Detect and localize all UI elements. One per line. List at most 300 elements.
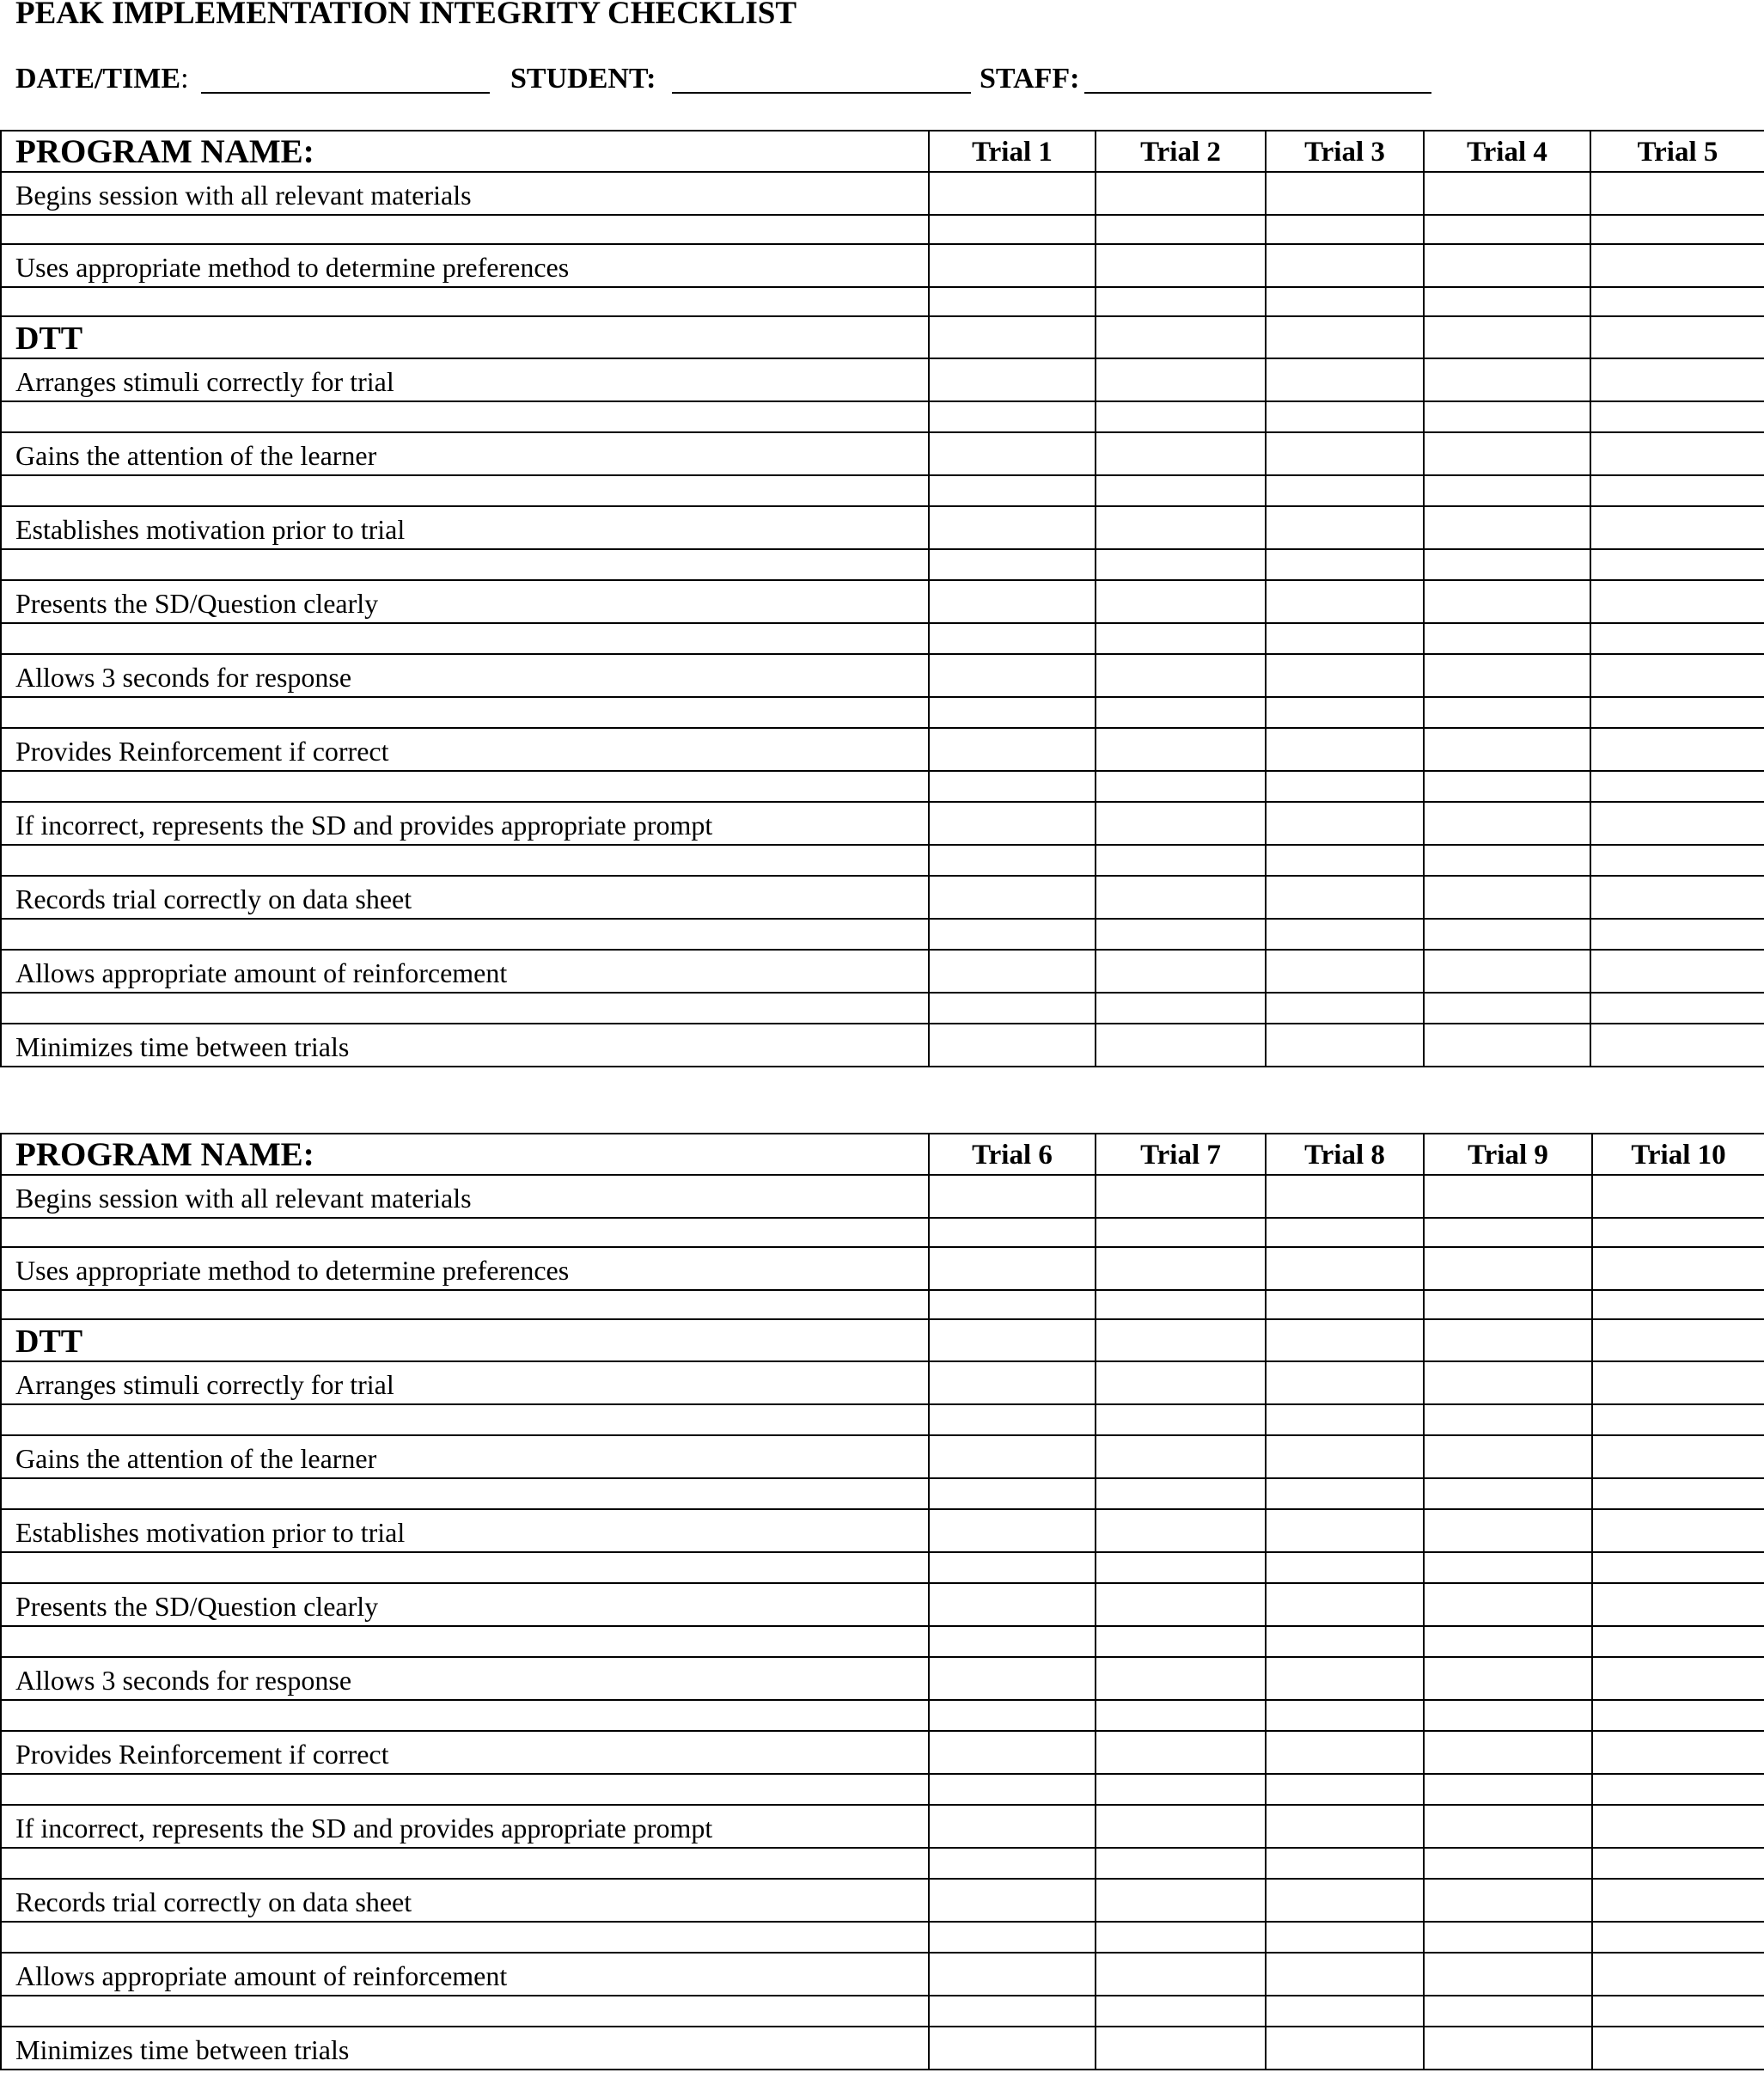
trial-cell[interactable] <box>929 654 1096 697</box>
trial-cell[interactable] <box>1424 1731 1592 1774</box>
trial-cell[interactable] <box>1424 1700 1592 1731</box>
trial-cell[interactable] <box>1592 1247 1764 1290</box>
trial-cell[interactable] <box>1424 1774 1592 1805</box>
checklist-item-records-trial: Records trial correctly on data sheet <box>1 1879 929 1922</box>
trial-cell[interactable] <box>1096 993 1266 1024</box>
trial-cell[interactable] <box>1590 244 1764 287</box>
trial-cell[interactable] <box>1424 316 1590 358</box>
trial-cell[interactable] <box>1590 771 1764 802</box>
trial-cell[interactable] <box>1266 771 1424 802</box>
spacer-row <box>1 1996 929 2027</box>
trial-cell[interactable] <box>1424 950 1590 993</box>
trial-cell[interactable] <box>929 358 1096 401</box>
program-name-label[interactable]: PROGRAM NAME: <box>1 1134 929 1175</box>
trial-cell[interactable] <box>1096 1218 1266 1247</box>
date-time-field[interactable] <box>201 92 490 94</box>
trial-cell[interactable] <box>1096 697 1266 728</box>
trial-cell[interactable] <box>1096 950 1266 993</box>
trial-cell[interactable] <box>929 1657 1096 1700</box>
trial-cell[interactable] <box>1096 580 1266 623</box>
trial-cell[interactable] <box>929 845 1096 876</box>
trial-cell[interactable] <box>1424 728 1590 771</box>
checklist-item-begins-session: Begins session with all relevant materials <box>1 1175 929 1218</box>
trial-cell[interactable] <box>929 1879 1096 1922</box>
trial-cell[interactable] <box>1424 1319 1592 1361</box>
trial-cell[interactable] <box>1096 1247 1266 1290</box>
trial-cell[interactable] <box>929 1290 1096 1319</box>
trial-cell[interactable] <box>1096 1361 1266 1404</box>
trial-cell[interactable] <box>1266 1583 1424 1626</box>
trial-cell[interactable] <box>1592 1774 1764 1805</box>
trial-header: Trial 7 <box>1096 1134 1266 1175</box>
spacer-row <box>1 919 929 950</box>
trial-cell[interactable] <box>1590 358 1764 401</box>
trial-cell[interactable] <box>1096 172 1266 215</box>
trial-cell[interactable] <box>1424 993 1590 1024</box>
checklist-item-records-trial: Records trial correctly on data sheet <box>1 876 929 919</box>
spacer-row <box>1 1478 929 1509</box>
trial-cell[interactable] <box>1424 172 1590 215</box>
header-fields <box>15 60 1476 98</box>
checklist-item-allows-reinforcement: Allows appropriate amount of reinforcement <box>1 1953 929 1996</box>
trial-cell[interactable] <box>1590 623 1764 654</box>
trial-cell[interactable] <box>1424 506 1590 549</box>
trial-cell[interactable] <box>1424 1953 1592 1996</box>
trial-cell[interactable] <box>1096 1509 1266 1552</box>
trial-cell[interactable] <box>1096 845 1266 876</box>
trial-cell[interactable] <box>1096 1953 1266 1996</box>
trial-cell[interactable] <box>1590 549 1764 580</box>
trial-cell[interactable] <box>1266 475 1424 506</box>
trial-cell[interactable] <box>1096 1583 1266 1626</box>
trial-header: Trial 8 <box>1266 1134 1424 1175</box>
trial-cell[interactable] <box>1590 172 1764 215</box>
trial-header: Trial 2 <box>1096 131 1266 172</box>
trial-cell[interactable] <box>929 1805 1096 1848</box>
trial-cell[interactable] <box>1096 1435 1266 1478</box>
trial-cell[interactable] <box>1096 1404 1266 1435</box>
trial-cell[interactable] <box>929 1700 1096 1731</box>
trial-cell[interactable] <box>1096 432 1266 475</box>
trial-header: Trial 9 <box>1424 1134 1592 1175</box>
trial-cell[interactable] <box>1592 1848 1764 1879</box>
trial-cell[interactable] <box>929 623 1096 654</box>
trial-cell[interactable] <box>929 316 1096 358</box>
checklist-item-establishes-motivation: Establishes motivation prior to trial <box>1 506 929 549</box>
trial-cell[interactable] <box>1096 1805 1266 1848</box>
trial-header: Trial 5 <box>1590 131 1764 172</box>
trial-cell[interactable] <box>1266 623 1424 654</box>
trial-cell[interactable] <box>1266 1879 1424 1922</box>
trial-cell[interactable] <box>1590 845 1764 876</box>
checklist-item-presents-sd: Presents the SD/Question clearly <box>1 580 929 623</box>
trial-cell[interactable] <box>1096 506 1266 549</box>
trial-cell[interactable] <box>1424 244 1590 287</box>
trial-cell[interactable] <box>929 950 1096 993</box>
trial-cell[interactable] <box>1266 1247 1424 1290</box>
trial-cell[interactable] <box>929 1361 1096 1404</box>
trial-cell[interactable] <box>1266 172 1424 215</box>
trial-cell[interactable] <box>1266 1290 1424 1319</box>
trial-cell[interactable] <box>1424 401 1590 432</box>
trial-cell[interactable] <box>929 1218 1096 1247</box>
trial-cell[interactable] <box>1096 1848 1266 1879</box>
trial-cell[interactable] <box>1592 1478 1764 1509</box>
trial-cell[interactable] <box>929 919 1096 950</box>
checklist-item-establishes-motivation: Establishes motivation prior to trial <box>1 1509 929 1552</box>
trial-cell[interactable] <box>1592 1657 1764 1700</box>
trial-cell[interactable] <box>1266 1024 1424 1067</box>
trial-cell[interactable] <box>1590 919 1764 950</box>
trial-cell[interactable] <box>1590 506 1764 549</box>
staff-field[interactable] <box>1084 92 1431 94</box>
trial-cell[interactable] <box>1096 1922 1266 1953</box>
trial-cell[interactable] <box>1096 1879 1266 1922</box>
trial-cell[interactable] <box>1592 1879 1764 1922</box>
spacer-row <box>1 549 929 580</box>
trial-cell[interactable] <box>1266 1848 1424 1879</box>
trial-cell[interactable] <box>1592 1404 1764 1435</box>
trial-cell[interactable] <box>1266 1996 1424 2027</box>
trial-cell[interactable] <box>1592 1435 1764 1478</box>
trial-cell[interactable] <box>929 1774 1096 1805</box>
trial-cell[interactable] <box>1424 1879 1592 1922</box>
trial-cell[interactable] <box>1096 654 1266 697</box>
trial-cell[interactable] <box>1424 549 1590 580</box>
trial-cell[interactable] <box>1592 1361 1764 1404</box>
trial-cell[interactable] <box>1424 215 1590 244</box>
trial-cell[interactable] <box>1592 1583 1764 1626</box>
trial-cell[interactable] <box>1590 876 1764 919</box>
checklist-item-arranges-stimuli: Arranges stimuli correctly for trial <box>1 1361 929 1404</box>
trial-cell[interactable] <box>1592 1731 1764 1774</box>
trial-cell[interactable] <box>1424 1657 1592 1700</box>
spacer-row <box>1 401 929 432</box>
trial-header: Trial 10 <box>1592 1134 1764 1175</box>
trial-cell[interactable] <box>1424 1435 1592 1478</box>
trial-cell[interactable] <box>1096 876 1266 919</box>
trial-cell[interactable] <box>1266 1218 1424 1247</box>
trial-cell[interactable] <box>929 287 1096 316</box>
trial-cell[interactable] <box>1096 1700 1266 1731</box>
trial-cell[interactable] <box>1592 1922 1764 1953</box>
trial-cell[interactable] <box>1266 1435 1424 1478</box>
checklist-table-2 <box>0 1133 1764 2070</box>
trial-cell[interactable] <box>1266 1657 1424 1700</box>
trial-cell[interactable] <box>1590 993 1764 1024</box>
trial-cell[interactable] <box>929 771 1096 802</box>
trial-cell[interactable] <box>1266 950 1424 993</box>
trial-cell[interactable] <box>1592 1175 1764 1218</box>
trial-cell[interactable] <box>1266 215 1424 244</box>
trial-cell[interactable] <box>1424 654 1590 697</box>
checklist-item-if-incorrect: If incorrect, represents the SD and provides appropriate prompt <box>1 1805 929 1848</box>
trial-cell[interactable] <box>1096 475 1266 506</box>
trial-cell[interactable] <box>929 876 1096 919</box>
document-title: PEAK IMPLEMENTATION INTEGRITY CHECKLIST <box>15 0 797 31</box>
trial-cell[interactable] <box>1590 316 1764 358</box>
checklist-item-minimizes-time: Minimizes time between trials <box>1 2027 929 2070</box>
trial-cell[interactable] <box>1266 1552 1424 1583</box>
trial-cell[interactable] <box>929 1478 1096 1509</box>
trial-cell[interactable] <box>1266 316 1424 358</box>
staff-label: STAFF: <box>980 63 1080 95</box>
trial-cell[interactable] <box>929 215 1096 244</box>
trial-cell[interactable] <box>1266 802 1424 845</box>
checklist-item-gains-attention: Gains the attention of the learner <box>1 1435 929 1478</box>
trial-cell[interactable] <box>1096 728 1266 771</box>
trial-header: Trial 4 <box>1424 131 1590 172</box>
trial-cell[interactable] <box>1424 1996 1592 2027</box>
trial-cell[interactable] <box>1424 919 1590 950</box>
trial-cell[interactable] <box>1424 580 1590 623</box>
trial-cell[interactable] <box>1424 1361 1592 1404</box>
trial-cell[interactable] <box>1424 1626 1592 1657</box>
trial-cell[interactable] <box>1592 2027 1764 2070</box>
trial-cell[interactable] <box>929 1175 1096 1218</box>
checklist-item-gains-attention: Gains the attention of the learner <box>1 432 929 475</box>
spacer-row <box>1 845 929 876</box>
trial-cell[interactable] <box>1266 654 1424 697</box>
trial-cell[interactable] <box>1590 654 1764 697</box>
student-field[interactable] <box>672 92 971 94</box>
trial-cell[interactable] <box>929 1848 1096 1879</box>
trial-cell[interactable] <box>1096 287 1266 316</box>
trial-cell[interactable] <box>1096 771 1266 802</box>
spacer-row <box>1 1404 929 1435</box>
trial-cell[interactable] <box>1096 1626 1266 1657</box>
trial-cell[interactable] <box>1096 316 1266 358</box>
trial-cell[interactable] <box>1424 845 1590 876</box>
trial-cell[interactable] <box>1266 549 1424 580</box>
trial-cell[interactable] <box>1266 580 1424 623</box>
trial-cell[interactable] <box>929 1953 1096 1996</box>
trial-cell[interactable] <box>1590 728 1764 771</box>
trial-cell[interactable] <box>1266 1774 1424 1805</box>
trial-cell[interactable] <box>929 993 1096 1024</box>
trial-cell[interactable] <box>1266 2027 1424 2070</box>
trial-cell[interactable] <box>1592 1996 1764 2027</box>
trial-cell[interactable] <box>929 1583 1096 1626</box>
trial-cell[interactable] <box>1266 1953 1424 1996</box>
trial-cell[interactable] <box>1096 244 1266 287</box>
trial-cell[interactable] <box>1424 1175 1592 1218</box>
trial-cell[interactable] <box>1096 2027 1266 2070</box>
trial-cell[interactable] <box>1424 287 1590 316</box>
trial-cell[interactable] <box>1424 1218 1592 1247</box>
trial-cell[interactable] <box>1424 623 1590 654</box>
trial-cell[interactable] <box>929 728 1096 771</box>
spacer-row <box>1 1290 929 1319</box>
trial-header: Trial 6 <box>929 1134 1096 1175</box>
checklist-item-arranges-stimuli: Arranges stimuli correctly for trial <box>1 358 929 401</box>
checklist-item-allows-3-seconds: Allows 3 seconds for response <box>1 1657 929 1700</box>
trial-cell[interactable] <box>1424 1583 1592 1626</box>
trial-cell[interactable] <box>929 1922 1096 1953</box>
trial-cell[interactable] <box>1592 1953 1764 1996</box>
spacer-row <box>1 993 929 1024</box>
trial-cell[interactable] <box>1592 1290 1764 1319</box>
trial-cell[interactable] <box>929 2027 1096 2070</box>
trial-cell[interactable] <box>1266 244 1424 287</box>
trial-cell[interactable] <box>929 1996 1096 2027</box>
trial-cell[interactable] <box>1266 1175 1424 1218</box>
trial-cell[interactable] <box>1096 549 1266 580</box>
trial-cell[interactable] <box>929 1509 1096 1552</box>
trial-cell[interactable] <box>1096 802 1266 845</box>
trial-cell[interactable] <box>1096 1024 1266 1067</box>
trial-cell[interactable] <box>1424 475 1590 506</box>
trial-cell[interactable] <box>1266 1805 1424 1848</box>
trial-cell[interactable] <box>1266 432 1424 475</box>
trial-cell[interactable] <box>1590 580 1764 623</box>
checklist-item-allows-3-seconds: Allows 3 seconds for response <box>1 654 929 697</box>
spacer-row <box>1 697 929 728</box>
trial-cell[interactable] <box>1096 1731 1266 1774</box>
trial-cell[interactable] <box>929 1319 1096 1361</box>
trial-cell[interactable] <box>1266 1922 1424 1953</box>
trial-cell[interactable] <box>1424 1478 1592 1509</box>
trial-cell[interactable] <box>1590 215 1764 244</box>
trial-cell[interactable] <box>1592 1626 1764 1657</box>
trial-cell[interactable] <box>1590 697 1764 728</box>
trial-cell[interactable] <box>1592 1509 1764 1552</box>
trial-cell[interactable] <box>1592 1700 1764 1731</box>
spacer-row <box>1 475 929 506</box>
trial-cell[interactable] <box>1096 1996 1266 2027</box>
trial-cell[interactable] <box>929 1552 1096 1583</box>
trial-cell[interactable] <box>1424 1552 1592 1583</box>
trial-cell[interactable] <box>1096 1319 1266 1361</box>
trial-cell[interactable] <box>1590 401 1764 432</box>
trial-cell[interactable] <box>1266 1361 1424 1404</box>
trial-cell[interactable] <box>1096 1774 1266 1805</box>
trial-cell[interactable] <box>1590 287 1764 316</box>
trial-cell[interactable] <box>1266 728 1424 771</box>
checklist-item-presents-sd: Presents the SD/Question clearly <box>1 1583 929 1626</box>
spacer-row <box>1 287 929 316</box>
trial-header: Trial 3 <box>1266 131 1424 172</box>
trial-cell[interactable] <box>929 244 1096 287</box>
trial-cell[interactable] <box>1590 1024 1764 1067</box>
trial-cell[interactable] <box>1424 1805 1592 1848</box>
trial-cell[interactable] <box>1424 1024 1590 1067</box>
spacer-row <box>1 623 929 654</box>
trial-cell[interactable] <box>1592 1552 1764 1583</box>
trial-cell[interactable] <box>929 1024 1096 1067</box>
trial-cell[interactable] <box>1096 1175 1266 1218</box>
trial-cell[interactable] <box>1096 919 1266 950</box>
trial-cell[interactable] <box>1096 1290 1266 1319</box>
trial-cell[interactable] <box>1424 876 1590 919</box>
trial-cell[interactable] <box>1266 876 1424 919</box>
spacer-row <box>1 1552 929 1583</box>
trial-cell[interactable] <box>1266 1319 1424 1361</box>
trial-cell[interactable] <box>1424 697 1590 728</box>
trial-cell[interactable] <box>1266 506 1424 549</box>
spacer-row <box>1 1922 929 1953</box>
trial-cell[interactable] <box>1590 802 1764 845</box>
trial-cell[interactable] <box>1592 1805 1764 1848</box>
checklist-table-1 <box>0 130 1764 1067</box>
trial-cell[interactable] <box>1424 802 1590 845</box>
trial-cell[interactable] <box>1592 1319 1764 1361</box>
trial-cell[interactable] <box>929 580 1096 623</box>
trial-cell[interactable] <box>929 432 1096 475</box>
trial-cell[interactable] <box>1266 1404 1424 1435</box>
trial-cell[interactable] <box>1096 215 1266 244</box>
trial-cell[interactable] <box>1266 1626 1424 1657</box>
trial-cell[interactable] <box>929 1731 1096 1774</box>
trial-cell[interactable] <box>1592 1218 1764 1247</box>
trial-cell[interactable] <box>1096 358 1266 401</box>
trial-cell[interactable] <box>1266 993 1424 1024</box>
trial-cell[interactable] <box>1266 919 1424 950</box>
trial-cell[interactable] <box>1266 1509 1424 1552</box>
trial-cell[interactable] <box>1424 432 1590 475</box>
checklist-item-provides-reinforcement: Provides Reinforcement if correct <box>1 728 929 771</box>
spacer-row <box>1 1626 929 1657</box>
checklist-item-preferences: Uses appropriate method to determine preferences <box>1 244 929 287</box>
trial-cell[interactable] <box>1096 1478 1266 1509</box>
trial-cell[interactable] <box>929 1435 1096 1478</box>
trial-cell[interactable] <box>929 1247 1096 1290</box>
trial-cell[interactable] <box>1266 1700 1424 1731</box>
trial-cell[interactable] <box>929 802 1096 845</box>
spacer-row <box>1 1774 929 1805</box>
trial-cell[interactable] <box>1266 401 1424 432</box>
trial-cell[interactable] <box>1096 1552 1266 1583</box>
trial-cell[interactable] <box>929 697 1096 728</box>
trial-cell[interactable] <box>1266 358 1424 401</box>
trial-cell[interactable] <box>1096 1657 1266 1700</box>
program-name-label[interactable]: PROGRAM NAME: <box>1 131 929 172</box>
checklist-item-allows-reinforcement: Allows appropriate amount of reinforcement <box>1 950 929 993</box>
trial-cell[interactable] <box>1424 1404 1592 1435</box>
trial-cell[interactable] <box>1424 1922 1592 1953</box>
spacer-row <box>1 1848 929 1879</box>
trial-cell[interactable] <box>929 401 1096 432</box>
trial-cell[interactable] <box>1590 475 1764 506</box>
trial-cell[interactable] <box>929 172 1096 215</box>
trial-cell[interactable] <box>1424 1509 1592 1552</box>
trial-cell[interactable] <box>1266 697 1424 728</box>
trial-cell[interactable] <box>1424 1848 1592 1879</box>
trial-cell[interactable] <box>1424 771 1590 802</box>
trial-cell[interactable] <box>1424 2027 1592 2070</box>
trial-cell[interactable] <box>1590 950 1764 993</box>
trial-cell[interactable] <box>929 549 1096 580</box>
trial-cell[interactable] <box>1096 623 1266 654</box>
spacer-row <box>1 771 929 802</box>
trial-cell[interactable] <box>929 1626 1096 1657</box>
trial-cell[interactable] <box>929 506 1096 549</box>
trial-cell[interactable] <box>1266 845 1424 876</box>
trial-cell[interactable] <box>1096 401 1266 432</box>
trial-cell[interactable] <box>1424 358 1590 401</box>
checklist-item-preferences: Uses appropriate method to determine preferences <box>1 1247 929 1290</box>
trial-cell[interactable] <box>1266 287 1424 316</box>
trial-cell[interactable] <box>1266 1478 1424 1509</box>
trial-cell[interactable] <box>929 1404 1096 1435</box>
trial-cell[interactable] <box>1266 1731 1424 1774</box>
trial-cell[interactable] <box>1424 1247 1592 1290</box>
trial-cell[interactable] <box>929 475 1096 506</box>
checklist-item-begins-session: Begins session with all relevant materials <box>1 172 929 215</box>
trial-cell[interactable] <box>1590 432 1764 475</box>
trial-cell[interactable] <box>1424 1290 1592 1319</box>
date-time-label: DATE/TIME: <box>15 63 189 95</box>
